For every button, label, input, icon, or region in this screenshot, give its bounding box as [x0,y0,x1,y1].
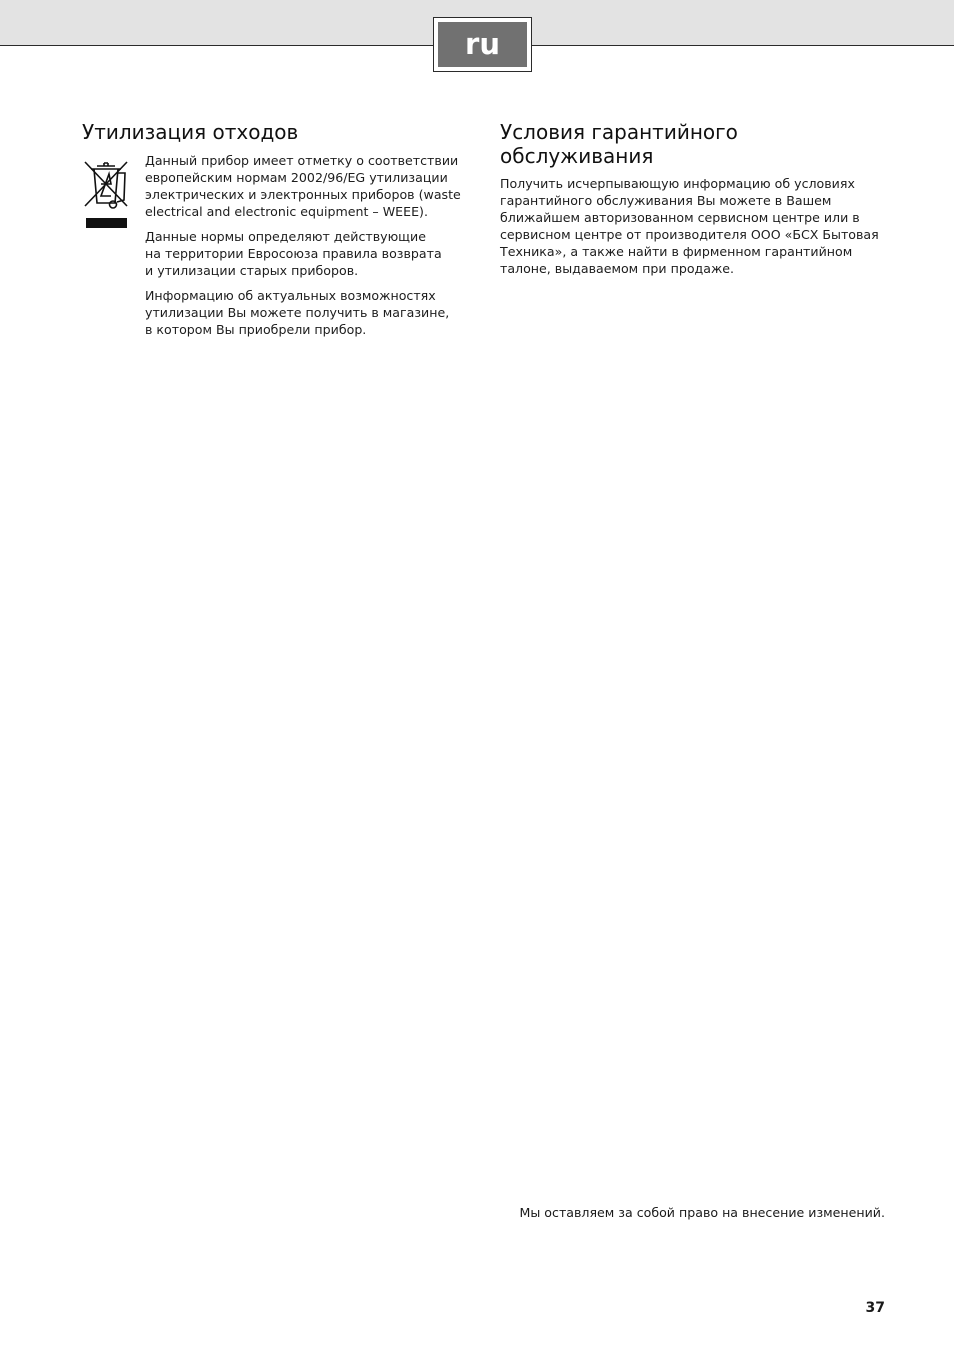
footer-note: Мы оставляем за собой право на внесение изменений. [519,1205,885,1220]
disposal-paragraph-1: Данный прибор имеет отметку о соответствии европейским нормам 2002/96/EG утилизации электрических и электронных приборов (waste electrical and electronic equipment – WEEE). [145,153,461,219]
disposal-paragraph-3: Информацию об актуальных возможностях утилизации Вы можете получить в магазине, в котором Вы приобрели прибор. [145,288,450,337]
weee-crossed-bin-icon [82,160,130,230]
warranty-paragraph: Получить исчерпывающую информацию об условиях гарантийного обслуживания Вы можете в Вашем ближайшем авторизованном сервисном центре или в сервисном центре от производителя ООО «БСХ Бытовая Техника», а также найти в фирменном гарантийном талоне, выдаваемом при продаже. [500,176,879,276]
disposal-title: Утилизация отходов [82,120,299,144]
disposal-paragraph-2: Данные нормы определяют действующие на территории Евросоюза правила возврата и утилизации старых приборов. [145,229,442,278]
page-number: 37 [865,1300,885,1316]
language-tab [433,17,532,72]
warranty-title: Условия гарантийного обслуживания [500,120,738,168]
language-code: ru [438,22,527,67]
